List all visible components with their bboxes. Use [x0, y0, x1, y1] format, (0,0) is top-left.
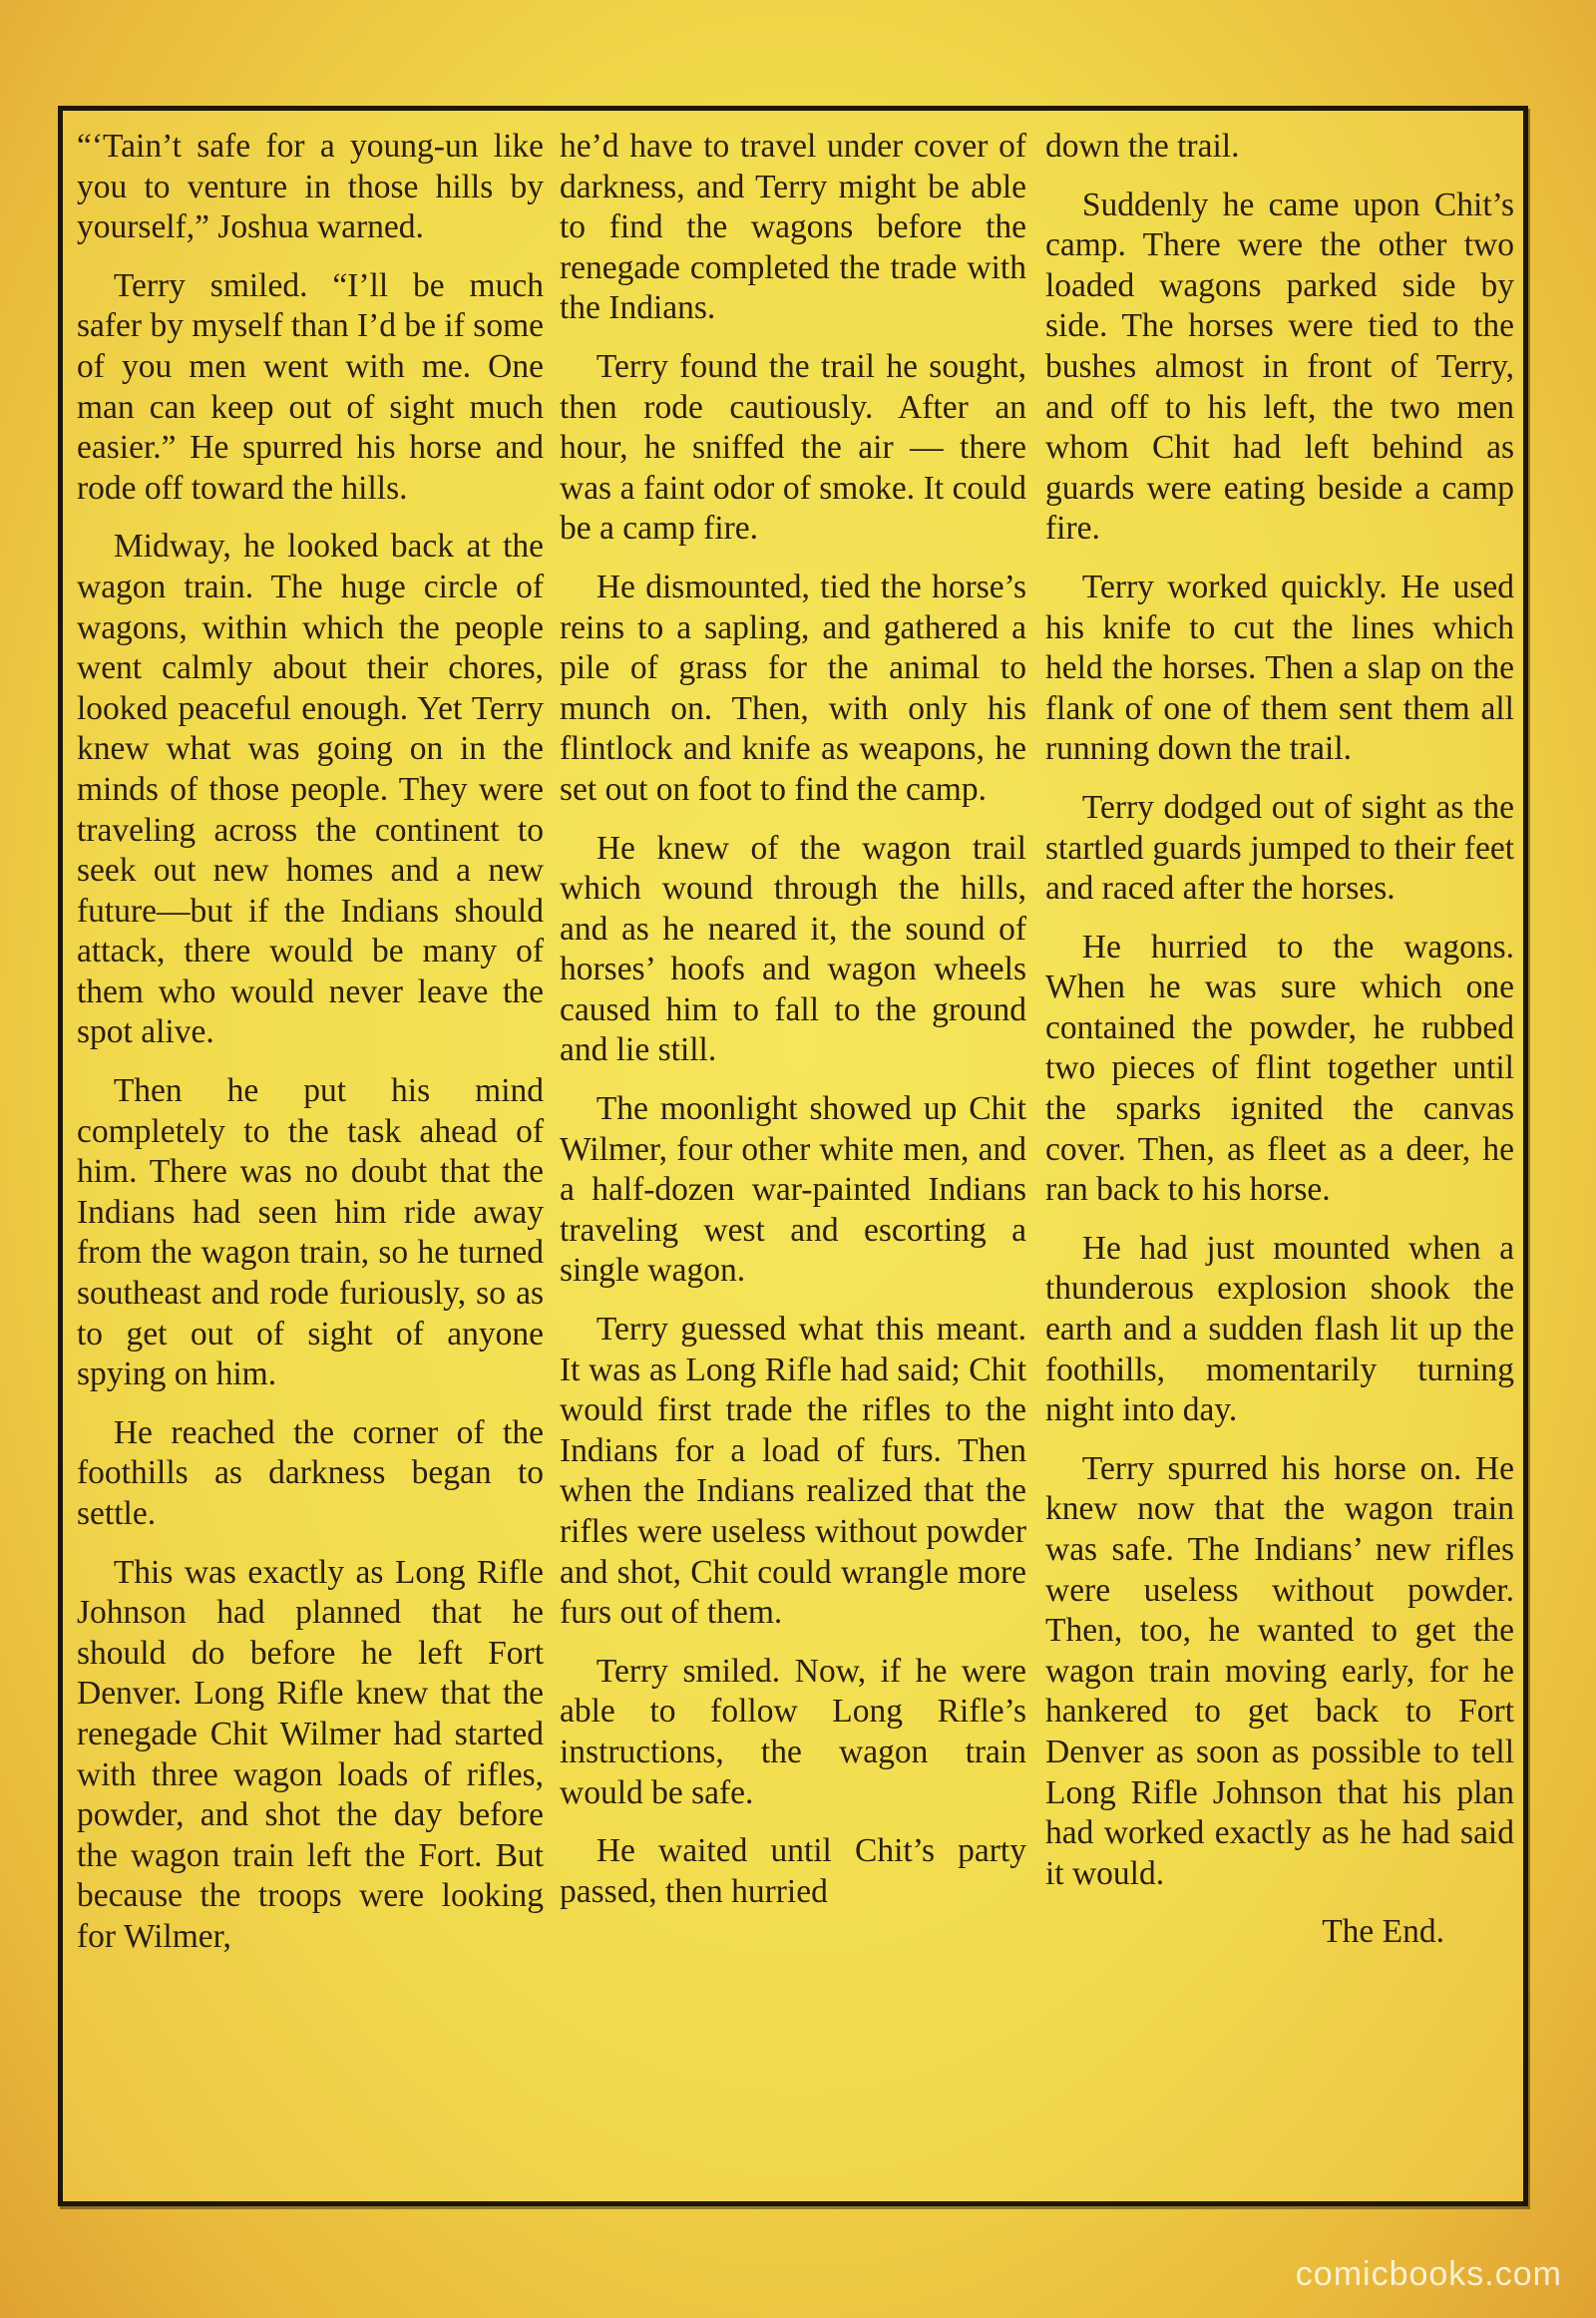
paragraph: Terry dodged out of sight as the startled guards jumped to their feet and raced after the horses. [1045, 788, 1514, 908]
paragraph: The moonlight showed up Chit Wilmer, four other white men, and a half-dozen war-painted Indians traveling west and escorting a single wagon. [560, 1090, 1026, 1290]
paragraph: He hurried to the wagons. When he was sure which one contained the powder, he rubbed two pieces of flint together until the sparks ignited the canvas cover. Then, as fleet as a deer, he ran back to his horse. [1045, 928, 1514, 1209]
paragraph: he’d have to travel under cover of darkness, and Terry might be able to find the wagons before the renegade completed the trade with the Indians. [560, 128, 1026, 327]
paragraph: down the trail. [1045, 128, 1240, 165]
paragraph: Terry worked quickly. He used his knife to cut the lines which held the horses. Then a slap on the flank of one of them sent them all running down the trail. [1045, 568, 1514, 768]
paragraph: He dismounted, tied the horse’s reins to a sapling, and gathered a pile of grass for the animal to munch on. Then, with only his flintlock and knife as weapons, he set out on foot to find the camp. [560, 568, 1026, 808]
text-column-2 [560, 127, 1026, 2187]
paragraph: Midway, he looked back at the wagon train. The huge circle of wagons, within which the people went calmly about their chores, looked peaceful enough. Yet Terry knew what was going on in the minds of those people. They were traveling across the continent to seek out new homes and a new future—but if the Indians should attack, there would be many of them who would never leave the spot alive. [77, 528, 544, 1051]
paragraph: Terry smiled. Now, if he were able to follow Long Rifle’s instructions, the wagon train would be safe. [560, 1652, 1026, 1811]
paragraph: Terry spurred his horse on. He knew now that the wagon train was safe. The Indians’ new rifles were useless without powder. Then, too, he wanted to get the wagon train moving early, for he hankered to get back to Fort Denver as soon as possible to tell Long Rifle Johnson that his plan had worked exactly as he had said it would. [1045, 1449, 1514, 1892]
paragraph: Terry smiled. “I’ll be much safer by myself than I’d be if some of you men went with me. One man can keep out of sight much easier.” He spurred his horse and rode off toward the hills. [77, 266, 544, 507]
paragraph: Then he put his mind completely to the task ahead of him. There was no doubt that the Indians had seen him ride away from the wagon train, so he turned southeast and rode furiously, so as to get out of sight of anyone spying on him. [77, 1072, 544, 1393]
paragraph: Terry found the trail he sought, then rode cautiously. After an hour, he sniffed the air — there was a faint odor of smoke. It could be a camp fire. [560, 347, 1026, 548]
paragraph: Suddenly he came upon Chit’s camp. There were the other two loaded wagons parked side by side. The horses were tied to the bushes almost in front of Terry, and off to his left, the two men whom Chit had left behind as guards were eating beside a camp fire. [1045, 186, 1514, 548]
paragraph: He waited until Chit’s party passed, then hurried [560, 1832, 1026, 1910]
paragraph: He had just mounted when a thunderous explosion shook the earth and a sudden flash lit up the foothills, momentarily turning night into day. [1045, 1229, 1514, 1429]
the-end-label: The End. [1322, 1913, 1444, 1951]
paragraph: He reached the corner of the foothills as darkness began to settle. [77, 1413, 544, 1532]
paragraph: He knew of the wagon trail which wound through the hills, and as he neared it, the sound of horses’ hoofs and wagon wheels caused him to fall to the ground and lie still. [560, 829, 1026, 1069]
story-text-frame [58, 106, 1528, 2206]
paragraph: “‘Tain’t safe for a young-un like you to venture in those hills by yourself,” Joshua warned. [77, 128, 544, 246]
paragraph: This was exactly as Long Rifle Johnson had planned that he should do before he left Fort Denver. Long Rifle knew that the renegade Chit Wilmer had started with three wagon loads of rifles, powder, and shot the day before the wagon train left the Fort. But because the troops were looking for Wilmer, [77, 1553, 544, 1955]
text-column-1 [77, 127, 544, 2187]
text-column-3 [1045, 127, 1514, 2187]
paragraph: Terry guessed what this meant. It was as Long Rifle had said; Chit would first trade the rifles to the Indians for a load of furs. Then when the Indians realized that the rifles were useless without powder and shot, Chit could wrangle more furs out of them. [560, 1311, 1026, 1632]
site-watermark: comicbooks.com [1295, 2255, 1562, 2293]
